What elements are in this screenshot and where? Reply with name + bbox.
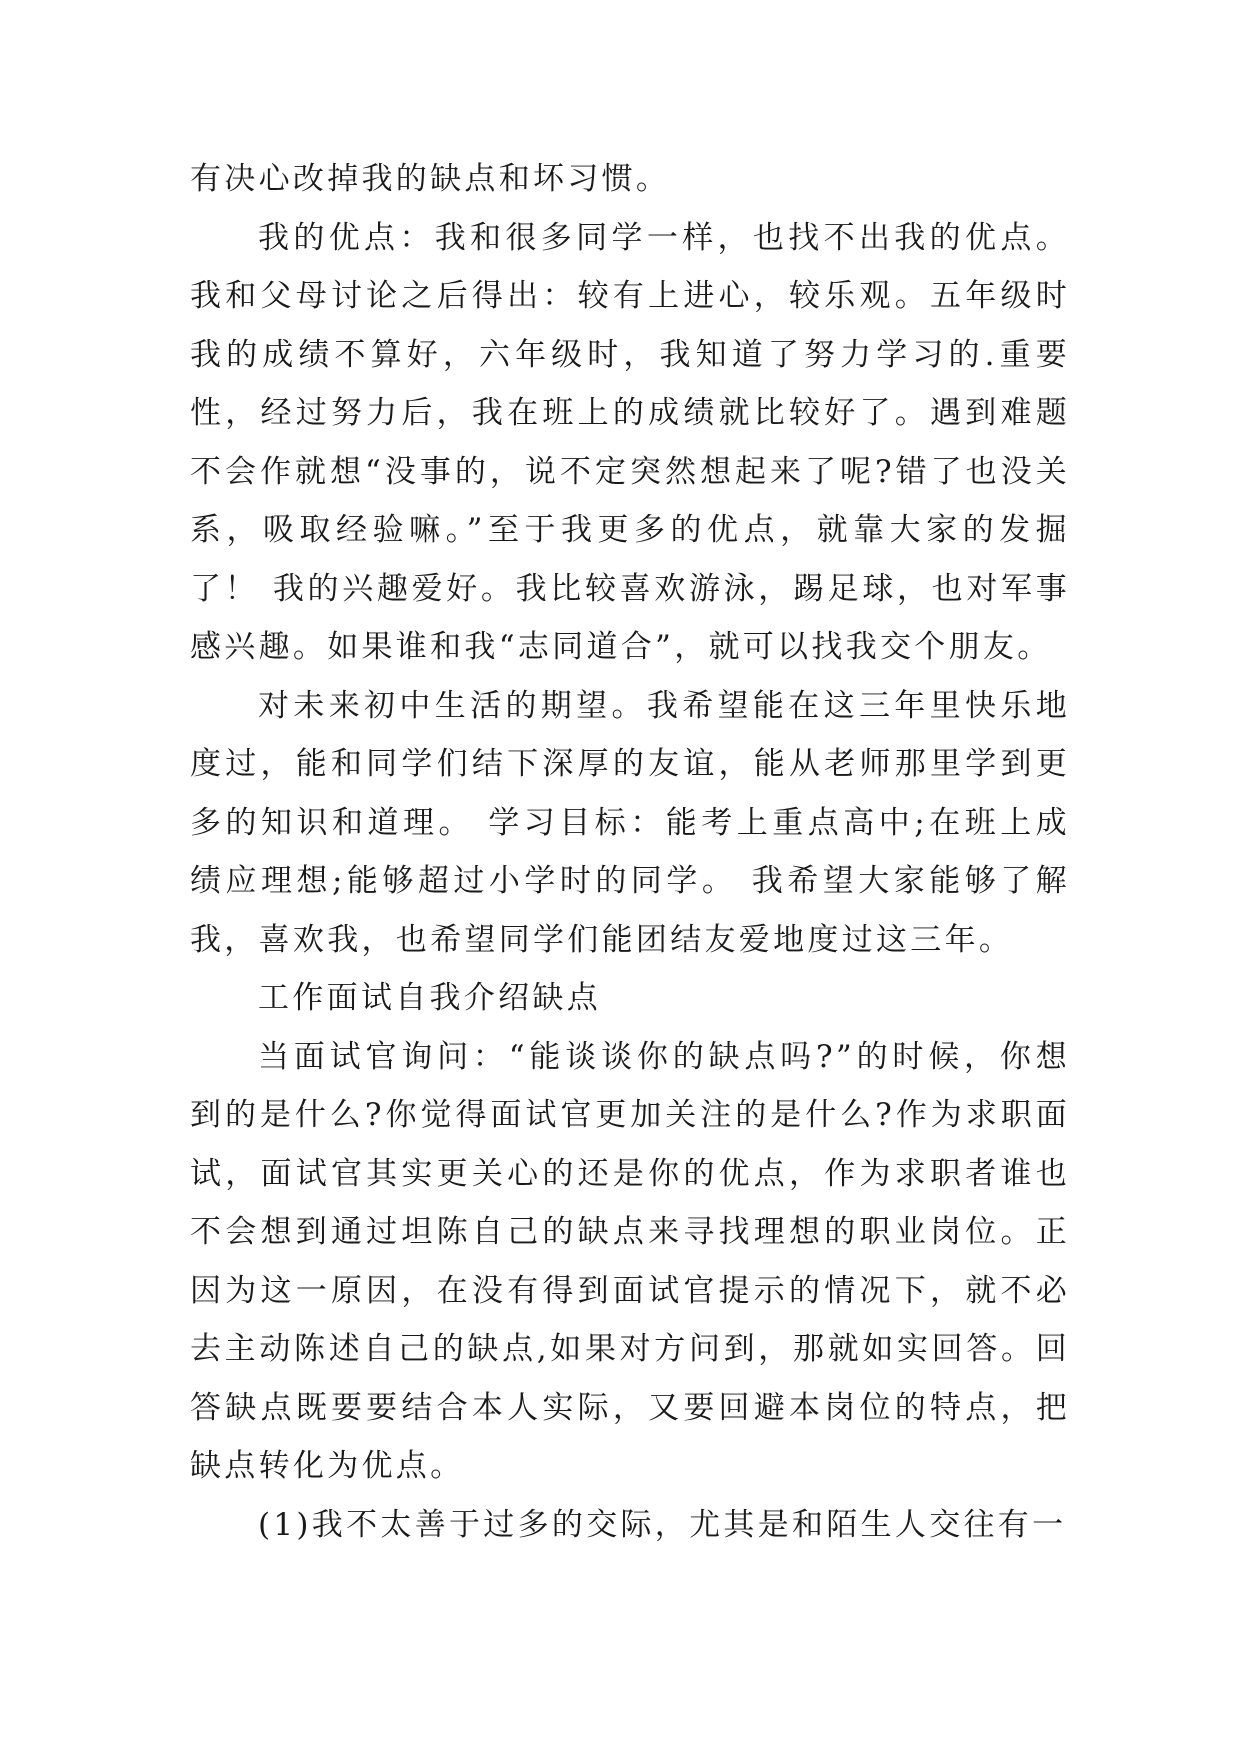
paragraph-strengths: 我的优点：我和很多同学一样，也找不出我的优点。我和父母讨论之后得出：较有上进心，较乐观。五年级时我的成绩不算好，六年级时，我知道了努力学习的.重要性，经过努力后，我在班上的成绩就比较好了。遇到难题不会作就想“没事的，说不定突然想起来了呢?错了也没关系，吸取经验嘛。”至于我更多的优点，就靠大家的发掘了！ 我的兴趣爱好。我比较喜欢游泳，踢足球，也对军事感兴趣。如果谁和我“志同道合”，就可以找我交个朋友。 bbox=[190, 219, 1070, 665]
paragraph-interview-weakness: 当面试官询问：“能谈谈你的缺点吗?”的时候，你想到的是什么?你觉得面试官更加关注的是什么?作为求职面试，面试官其实更关心的还是你的优点，作为求职者谁也不会想到通过坦陈自己的缺点来寻找理想的职业岗位。正因为这一原因，在没有得到面试官提示的情况下，就不必去主动陈述自己的缺点,如果对方问到，那就如实回答。回答缺点既要要结合本人实际，又要回避本岗位的特点，把缺点转化为优点。 bbox=[190, 1038, 1070, 1484]
document-body bbox=[190, 150, 1070, 1554]
paragraph-expectations: 对未来初中生活的期望。我希望能在这三年里快乐地度过，能和同学们结下深厚的友谊，能从老师那里学到更多的知识和道理。 学习目标：能考上重点高中;在班上成绩应理想;能够超过小学时的同学。 我希望大家能够了解我，喜欢我，也希望同学们能团结友爱地度过这三年。 bbox=[190, 687, 1070, 958]
paragraph-continuation: 有决心改掉我的缺点和坏习惯。 bbox=[190, 161, 671, 197]
section-heading: 工作面试自我介绍缺点 bbox=[258, 980, 601, 1016]
paragraph-item-1: (1)我不太善于过多的交际，尤其是和陌生人交往有一 bbox=[258, 1506, 1067, 1543]
